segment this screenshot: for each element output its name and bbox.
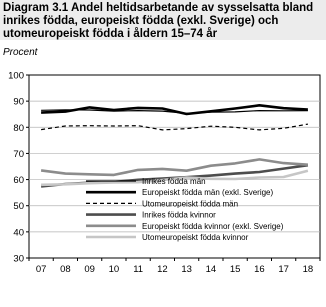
x-tick-label: 12 bbox=[157, 264, 168, 275]
x-tick-label: 07 bbox=[35, 264, 47, 275]
x-tick-label: 13 bbox=[181, 264, 192, 275]
y-tick-label: 100 bbox=[8, 70, 24, 82]
x-tick-label: 17 bbox=[278, 264, 289, 275]
legend-label-3: Utomeuropeiskt födda män bbox=[142, 199, 239, 209]
y-tick-label: 90 bbox=[13, 96, 24, 108]
y-tick-label: 40 bbox=[13, 227, 24, 239]
x-tick-label: 16 bbox=[254, 264, 265, 275]
legend-label-5: Europeiskt födda kvinnor (exkl. Sverige) bbox=[142, 221, 284, 231]
x-tick-label: 14 bbox=[205, 264, 217, 275]
legend-label-6: Utomeuropeiskt födda kvinnor bbox=[142, 233, 249, 242]
legend-label-1: Inrikes födda män bbox=[142, 177, 206, 186]
x-tick-label: 08 bbox=[60, 264, 71, 275]
x-tick-label: 10 bbox=[108, 264, 120, 275]
legend-label-2: Europeiskt födda män (exkl. Sverige) bbox=[142, 188, 274, 198]
legend-label-4: Inrikes födda kvinnor bbox=[142, 210, 216, 220]
y-tick-label: 50 bbox=[13, 201, 24, 213]
x-tick-label: 18 bbox=[302, 264, 314, 275]
chart-title-line-2: inrikes födda, europeiskt födda (exkl. Sverige) och bbox=[3, 15, 279, 27]
x-tick-label: 09 bbox=[84, 264, 95, 275]
y-tick-label: 80 bbox=[13, 122, 24, 134]
x-tick-label: 11 bbox=[133, 264, 144, 275]
y-axis-label: Procent bbox=[3, 47, 38, 58]
y-tick-label: 30 bbox=[13, 253, 24, 265]
y-tick-label: 70 bbox=[13, 148, 24, 160]
y-tick-label: 60 bbox=[13, 175, 24, 187]
chart-title-line-3: utomeuropeiskt födda i åldern 15–74 år bbox=[3, 28, 218, 40]
x-tick-label: 15 bbox=[229, 264, 241, 275]
chart-title-line-1: Diagram 3.1 Andel heltidsarbetande av sysselsatta bland bbox=[3, 2, 314, 14]
